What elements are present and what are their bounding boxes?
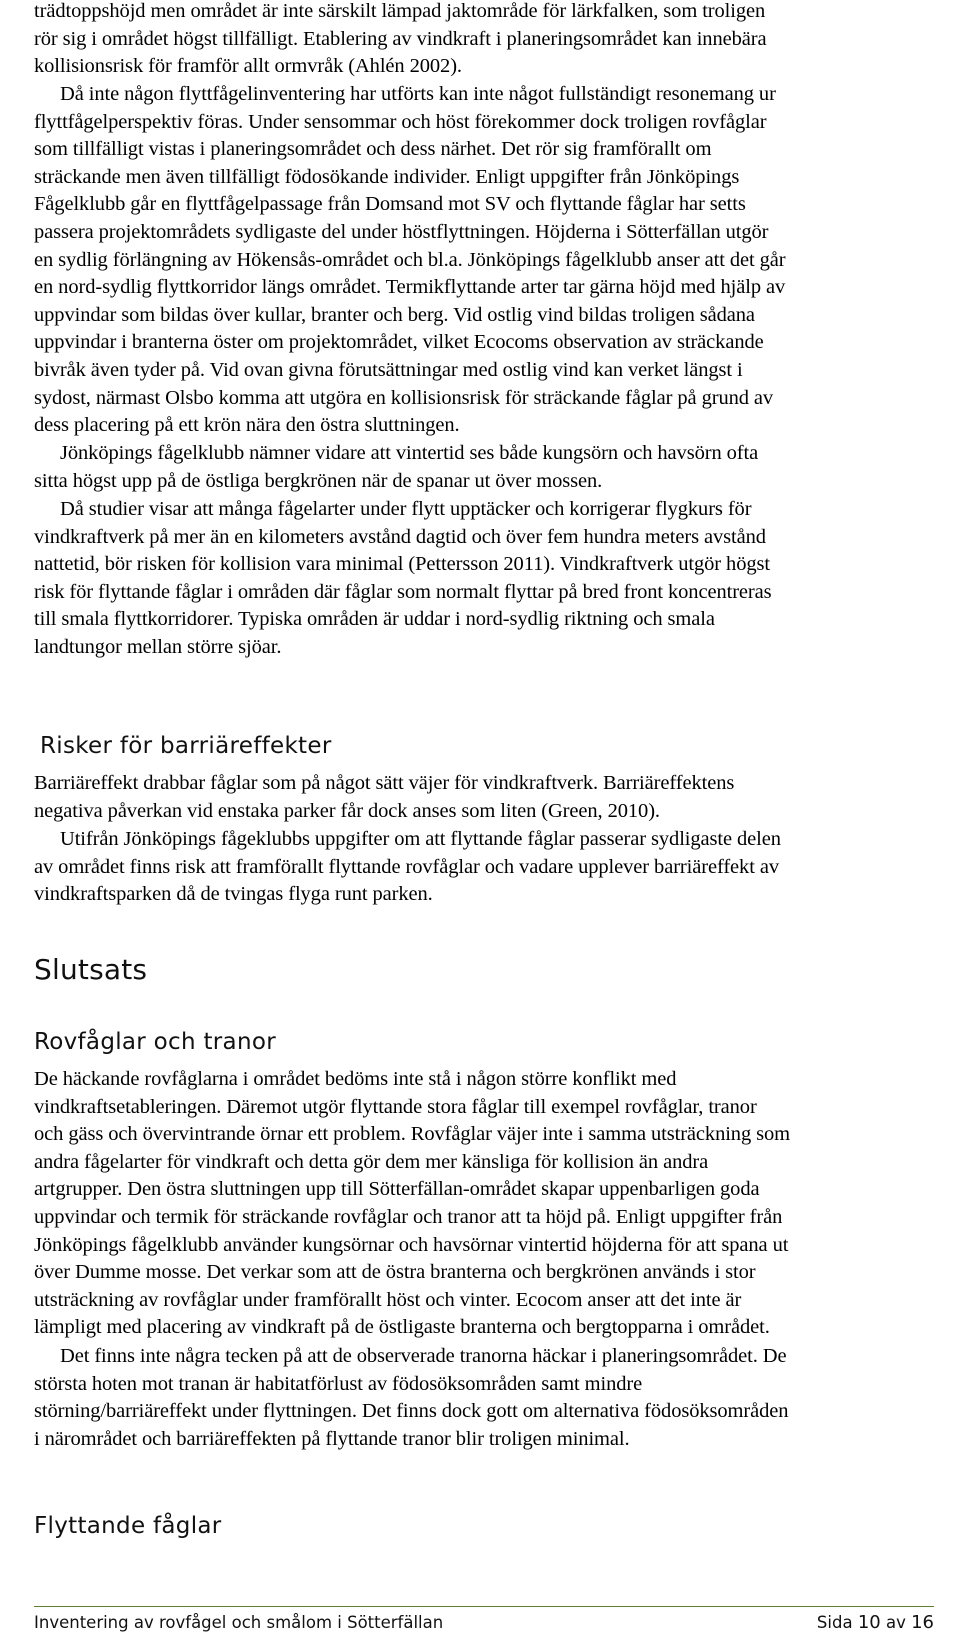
current-page: 10: [857, 1612, 881, 1633]
section-heading-flyttande: Flyttande fåglar: [34, 1513, 222, 1539]
section-heading-risker: Risker för barriäreffekter: [40, 733, 332, 759]
paragraph: Då studier visar att många fågelarter under flytt upptäcker och korrigerar flygkurs för vindkraftverk på mer än en kilometers avstånd dagtid och över fem hundra meters avstånd nattetid, bör risken för kollision vara minimal (Pettersson 2011). Vindkraftverk utgör högst risk för flyttande fåglar i områden där fåglar som normalt flyttar på bred front koncentreras till smala flyttkorridorer. Typiska områden är uddar i nord-sydlig riktning och smala landtungor mellan större sjöar.: [34, 498, 772, 658]
section-heading-rovfaglar: Rovfåglar och tranor: [34, 1029, 276, 1055]
footer-divider: [34, 1606, 934, 1607]
page-label: Sida: [816, 1613, 858, 1632]
footer-page-number: [817, 1611, 934, 1635]
paragraph: Barriäreffekt drabbar fåglar som på något sätt väjer för vindkraftverk. Barriäreffektens negativa påverkan vid enstaka parker får dock anses som liten (Green, 2010).: [34, 772, 735, 822]
paragraph: Det finns inte några tecken på att de observerade tranorna häckar i planeringsområdet. De största hoten mot tranan är habitatförlust av födosöksområden samt mindre störning/barriäreffekt under flyttningen. Det finns dock gott om alternativa födosöksområden i närområdet och barriäreffekten på flyttande tranor blir troligen minimal.: [34, 1345, 789, 1450]
section-heading-slutsats: Slutsats: [34, 953, 148, 986]
document-page: [34, 0, 934, 1635]
paragraph: Utifrån Jönköpings fågeklubbs uppgifter om att flyttande fåglar passerar sydligaste delen av området finns risk att framförallt flyttande rovfåglar och vadare upplever barriäreffekt av vindkraftsparken då de tvingas flyga runt parken.: [34, 828, 781, 906]
paragraph: trädtoppshöjd men området är inte särskilt lämpad jaktområde för lärkfalken, som troligen rör sig i området högst tillfälligt. Etablering av vindkraft i planeringsområdet kan innebära kollisionsrisk för framför allt ormvråk (Ahlén 2002).: [34, 0, 767, 78]
footer-document-title: Inventering av rovfågel och smålom i Sötterfällan: [34, 1613, 444, 1632]
paragraph: De häckande rovfåglarna i området bedöms inte stå i någon större konflikt med vindkraftsetableringen. Däremot utgör flyttande stora fåglar till exempel rovfåglar, tranor och gäss och övervintrande örnar ett problem. Rovfåglar väjer inte i samma utsträckning som andra fågelarter för vindkraft och detta gör dem mer känsliga för kollision än andra artgrupper. Den östra sluttningen upp till Sötterfällan-området skapar uppenbarligen goda uppvindar och termik för sträckande rovfåglar och tranor att ta höjd på. Enligt uppgifter från Jönköpings fågelklubb använder kungsörnar och havsörnar vintertid höjderna för att spana ut över Dumme mosse. Det verkar som att de östra branterna och bergkrönen används i stor utsträckning av rovfåglar under framförallt höst och vinter. Ecocom anser att det inte är lämpligt med placering av vindkraft på de östligaste branterna och bergtopparna i området.: [34, 1068, 791, 1339]
total-pages: 16: [911, 1612, 934, 1633]
page-of-label: av: [880, 1613, 912, 1632]
paragraph: Jönköpings fågelklubb nämner vidare att vintertid ses både kungsörn och havsörn ofta sitta högst upp på de östliga bergkrönen när de spanar ut över mossen.: [34, 442, 759, 492]
paragraph: Då inte någon flyttfågelinventering har utförts kan inte något fullständigt resonemang ur flyttfågelperspektiv föras. Under sensommar och höst förekommer dock troligen rovfåglar som tillfälligt vistas i planeringsområdet och dess närhet. Det rör sig framförallt om sträckande men även tillfälligt födosökande individer. Enligt uppgifter från Jönköpings Fågelklubb går en flyttfågelpassage från Domsand mot SV och flyttande fåglar har setts passera projektområdets sydligaste del under höstflyttningen. Höjderna i Sötterfällan utgör en sydlig förlängning av Hökensås-området och bl.a. Jönköpings fågelklubb anser att det går en nord-sydlig flyttkorridor längs området. Termikflyttande arter tar gärna höjd med hjälp av uppvindar som bildas över kullar, branter och berg. Vid ostlig vind bildas troligen sådana uppvindar i branterna öster om projektområdet, vilket Ecocoms observation av sträckande bivråk även tyder på. Vid ovan givna förutsättningar med ostlig vind kan verket längst i sydost, närmast Olsbo komma att utgöra en kollisionsrisk för sträckande fåglar på grund av dess placering på ett krön nära den östra sluttningen.: [34, 83, 786, 437]
